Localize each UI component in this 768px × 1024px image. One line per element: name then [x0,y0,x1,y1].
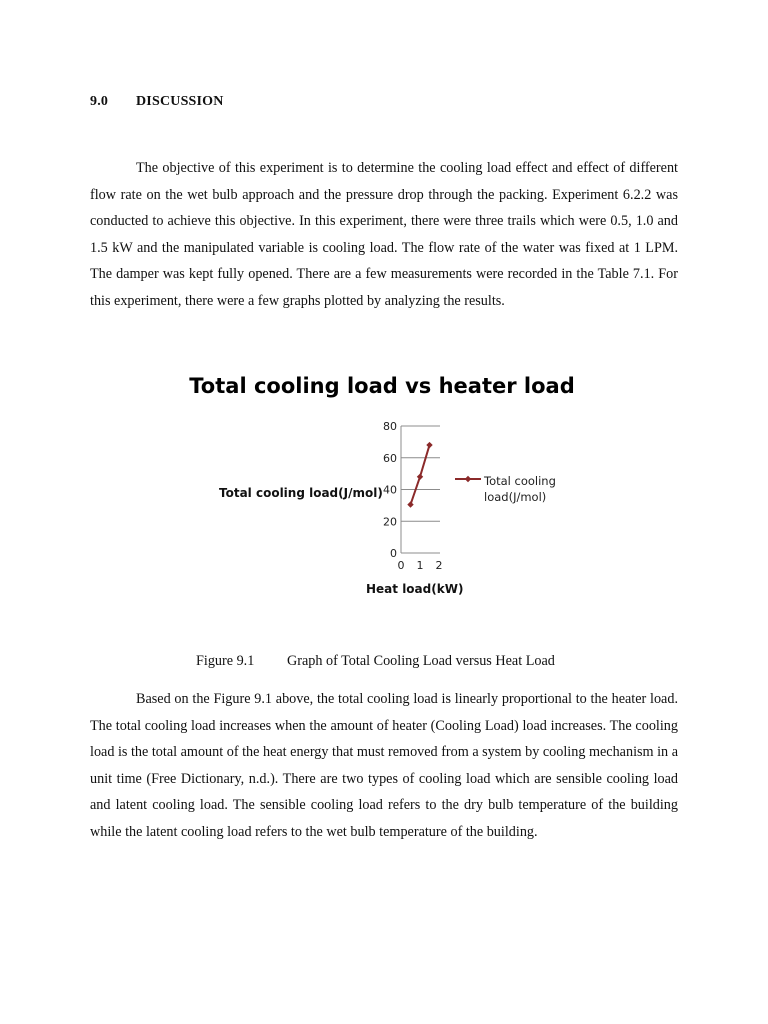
x-tick-label-1: 1 [416,559,424,572]
x-axis-ticks [398,559,443,572]
paragraph-objective: The objective of this experiment is to determine the cooling load effect and effect of different flow rate on the wet bulb approach and the pressure drop through the packing. Experiment 6.2.2 was conducted to achieve this objective. In this experiment, there were three trails which were 0.5, 1.0 and 1.5 kW and the manipulated variable is cooling load. The flow rate of the water was fixed at 1 LPM. The damper was kept fully opened. There are a few measurements were recorded in the Table 7.1. For this experiment, there were a few graphs plotted by analyzing the results. [90,160,678,309]
figure-label: Figure 9.1 [196,653,255,669]
line-chart [0,370,768,610]
y-tick-label-0: 0 [390,547,397,560]
figure-caption [196,653,555,670]
x-tick-label-0: 0 [397,559,405,572]
section-number: 9.0 [90,94,109,109]
y-axis-ticks [383,420,397,560]
y-tick-label-60: 60 [383,451,397,465]
x-axis-label: Heat load(kW) [366,582,464,596]
section-heading [90,94,224,110]
chart-gridlines [401,426,440,553]
data-point-1 [417,474,423,480]
y-tick-label-40: 40 [383,483,397,497]
figure-caption-text: Graph of Total Cooling Load versus Heat Load [287,653,555,669]
chart-title: Total cooling load vs heater load [189,374,575,398]
data-point-2 [426,442,432,448]
legend-label: Total cooling load(J/mol) [484,474,556,504]
paragraph-analysis: Based on the Figure 9.1 above, the total cooling load is linearly proportional to the heater load. The total cooling load increases when the amount of heater (Cooling Load) load increases. The cooling load is the total amount of the heat energy that must removed from a system by cooling mechanism in a unit time (Free Dictionary, n.d.). There are two types of cooling load which are sensible cooling load and latent cooling load. The sensible cooling load refers to the dry bulb temperature of the building while the latent cooling load refers to the wet bulb temperature of the building. [90,691,678,840]
section-title: DISCUSSION [136,94,224,109]
y-tick-label-20: 20 [383,515,397,529]
y-axis-label: Total cooling load(J/mol) [219,486,383,500]
data-point-0 [407,501,413,507]
x-tick-label-2: 2 [435,559,443,572]
y-tick-label-80: 80 [383,420,397,433]
chart-series [407,442,432,508]
legend-diamond-icon [465,476,471,482]
legend-marker [455,476,481,482]
